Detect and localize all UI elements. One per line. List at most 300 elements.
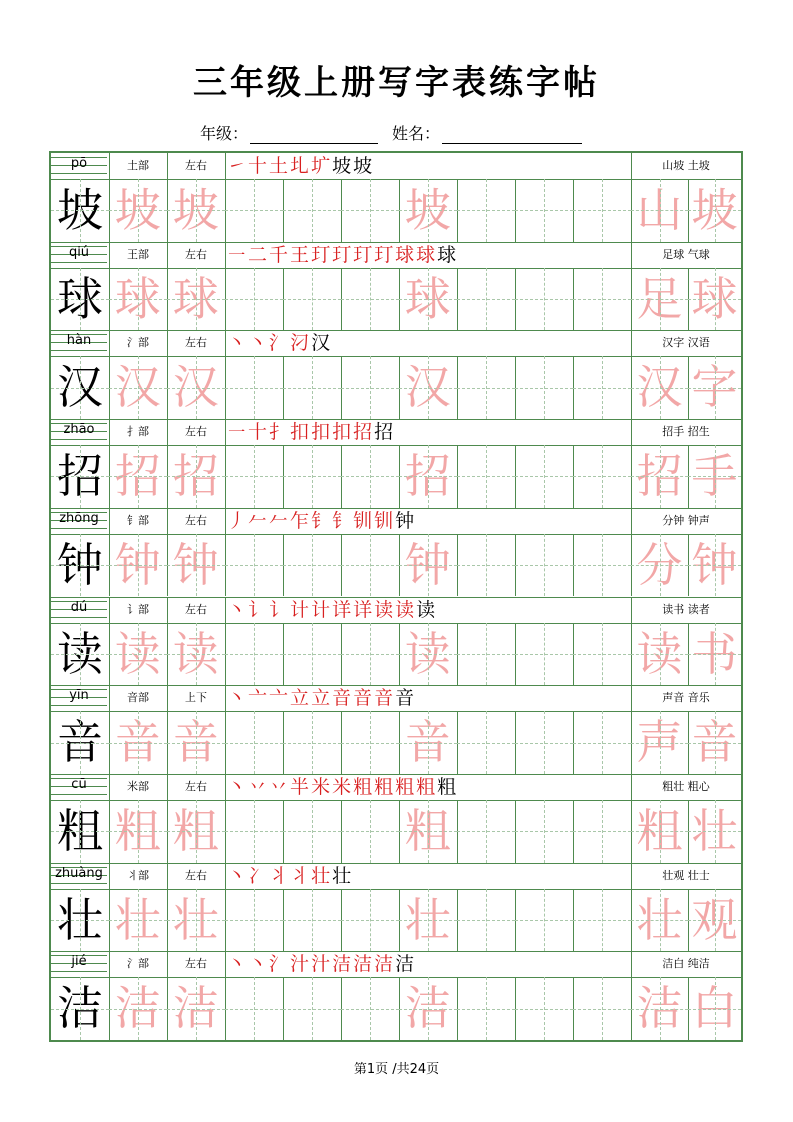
cell-border: [167, 242, 168, 331]
trace-character: 球: [114, 271, 161, 326]
guide-dash: [196, 356, 197, 419]
pinyin-box: [51, 951, 107, 977]
row-divider: [51, 889, 741, 890]
guide-dash: [370, 534, 371, 597]
cell-border: [109, 597, 110, 686]
stroke-step: 𠂉: [269, 509, 291, 532]
guide-dash: [80, 534, 81, 597]
radical-label: 氵部: [127, 336, 149, 350]
radical-label: 钅部: [127, 513, 149, 527]
guide-dash: [312, 623, 313, 686]
stroke-step: 丶: [227, 864, 249, 887]
cell-border: [167, 774, 168, 863]
name-label: 姓名：: [392, 124, 441, 143]
practice-row: [51, 153, 741, 242]
trace-word-char: 坡: [691, 183, 738, 237]
guide-dash: [715, 445, 716, 508]
stroke-step: 扣: [290, 421, 312, 444]
guide-dash: [370, 268, 371, 331]
guide-dash: [138, 800, 139, 863]
guide-dash: [428, 445, 429, 508]
guide-dash: [370, 711, 371, 774]
structure-label: 左右: [185, 957, 207, 971]
guide-dash: [602, 711, 603, 774]
cell-border: [167, 153, 168, 242]
cell-border: [225, 685, 226, 774]
guide-dash: [486, 800, 487, 863]
guide-dash: [486, 889, 487, 952]
model-character: 钟: [57, 537, 103, 592]
stroke-step: 详: [332, 598, 354, 621]
stroke-step: 亠: [248, 687, 270, 710]
guide-dash: [138, 534, 139, 597]
stroke-step: 冫: [248, 864, 270, 887]
stroke-order: [227, 242, 458, 268]
trace-character: 钟: [404, 537, 451, 592]
guide-dash: [196, 977, 197, 1040]
pinyin-guide-line: [51, 439, 107, 440]
stroke-step: ㇀: [227, 155, 249, 177]
stroke-step: 十: [248, 155, 270, 177]
guide-dash: [370, 356, 371, 419]
guide-dash: [602, 800, 603, 863]
guide-dash: [486, 445, 487, 508]
pinyin-text: zhōng: [59, 510, 99, 526]
trace-character: 洁: [172, 981, 219, 1036]
stroke-step: 招: [353, 421, 375, 444]
radical-label: 丬部: [127, 868, 149, 882]
stroke-step: 丷: [248, 775, 270, 798]
cell-border: [225, 242, 226, 331]
pinyin-box: [51, 330, 107, 356]
stroke-step: 音: [395, 687, 417, 710]
trace-character: 壮: [172, 892, 219, 947]
guide-dash: [312, 356, 313, 419]
guide-dash: [486, 356, 487, 419]
guide-dash: [312, 800, 313, 863]
model-character: 坡: [57, 183, 103, 237]
trace-character: 坡: [114, 183, 161, 237]
practice-row: [51, 951, 741, 1040]
guide-dash: [428, 977, 429, 1040]
stroke-step: 丿: [227, 509, 249, 532]
guide-dash: [80, 179, 81, 242]
name-field[interactable]: [442, 127, 582, 144]
guide-dash: [660, 623, 661, 686]
practice-row: [51, 508, 741, 597]
guide-dash: [80, 445, 81, 508]
guide-dash: [196, 534, 197, 597]
guide-dash: [254, 356, 255, 419]
stroke-step: 乍: [290, 509, 312, 532]
radical-label: 米部: [127, 779, 149, 793]
guide-dash: [660, 800, 661, 863]
trace-character: 汉: [172, 360, 219, 415]
guide-dash: [715, 534, 716, 597]
row-divider: [51, 268, 741, 269]
row-divider: [51, 179, 741, 180]
guide-dash: [486, 977, 487, 1040]
guide-dash: [544, 800, 545, 863]
model-character: 粗: [57, 803, 103, 858]
model-character: 球: [57, 271, 103, 326]
cell-border: [631, 774, 632, 863]
stroke-step: 丬: [269, 864, 291, 887]
stroke-step: 王: [290, 243, 312, 266]
guide-dash: [254, 534, 255, 597]
cell-border: [225, 419, 226, 508]
guide-dash: [602, 623, 603, 686]
radical-label: 王部: [127, 247, 149, 261]
pinyin-text: cū: [71, 776, 87, 792]
practice-grid: [49, 151, 743, 1042]
trace-character: 汉: [404, 360, 451, 415]
stroke-step: 千: [269, 243, 291, 266]
guide-dash: [138, 445, 139, 508]
guide-dash: [138, 977, 139, 1040]
guide-dash: [715, 977, 716, 1040]
guide-dash: [80, 623, 81, 686]
guide-dash: [80, 268, 81, 331]
pinyin-box: [51, 685, 107, 711]
trace-character: 读: [114, 626, 161, 681]
stroke-step: 十: [248, 421, 270, 444]
structure-label: 左右: [185, 336, 207, 350]
row-border: [51, 951, 741, 952]
trace-word-char: 钟: [691, 537, 738, 592]
guide-dash: [370, 889, 371, 952]
page-title: 三年级上册写字表练字帖: [193, 63, 600, 103]
model-character: 招: [57, 449, 103, 504]
guide-dash: [80, 889, 81, 952]
guide-dash: [196, 623, 197, 686]
pinyin-box: [51, 242, 107, 268]
pinyin-guide-line: [51, 705, 107, 706]
cell-border: [631, 330, 632, 419]
row-border: [51, 863, 741, 864]
guide-dash: [312, 711, 313, 774]
guide-dash: [254, 711, 255, 774]
trace-character: 球: [172, 271, 219, 326]
stroke-order: [227, 330, 332, 356]
guide-dash: [660, 711, 661, 774]
cell-border: [631, 597, 632, 686]
trace-character: 粗: [114, 803, 161, 858]
pinyin-guide-line: [51, 617, 107, 618]
stroke-step: 壮: [311, 864, 333, 887]
guide-dash: [660, 356, 661, 419]
guide-dash: [312, 445, 313, 508]
stroke-step: 氵: [269, 953, 291, 976]
stroke-step: 粗: [437, 775, 459, 798]
stroke-step: 音: [374, 687, 396, 710]
pinyin-text: yīn: [69, 688, 89, 704]
stroke-order: [227, 508, 416, 534]
guide-dash: [370, 800, 371, 863]
row-divider: [51, 977, 741, 978]
trace-word-char: 白: [691, 981, 738, 1036]
stroke-step: 丶: [227, 953, 249, 976]
stroke-step: 详: [353, 598, 375, 621]
stroke-step: 洁: [332, 953, 354, 976]
trace-word-char: 声: [636, 715, 683, 770]
pinyin-box: [51, 153, 107, 179]
stroke-step: 洁: [353, 953, 375, 976]
row-border: [51, 330, 741, 331]
cell-border: [225, 951, 226, 1040]
guide-dash: [602, 534, 603, 597]
guide-dash: [602, 356, 603, 419]
guide-dash: [544, 445, 545, 508]
row-divider: [51, 623, 741, 624]
cell-border: [167, 508, 168, 597]
guide-dash: [715, 623, 716, 686]
trace-word-char: 字: [691, 360, 738, 415]
cell-border: [631, 685, 632, 774]
stroke-step: 亠: [269, 687, 291, 710]
guide-dash: [602, 445, 603, 508]
cell-border: [109, 508, 110, 597]
trace-character: 音: [404, 715, 451, 770]
example-words: 汉字 汉语: [662, 336, 710, 350]
guide-dash: [715, 800, 716, 863]
guide-dash: [602, 179, 603, 242]
cell-border: [631, 951, 632, 1040]
row-border: [51, 685, 741, 686]
practice-row: [51, 774, 741, 863]
stroke-step: 扌: [269, 421, 291, 444]
example-words: 洁白 纯洁: [662, 957, 710, 971]
guide-dash: [544, 268, 545, 331]
guide-dash: [428, 268, 429, 331]
stroke-step: 音: [353, 687, 375, 710]
guide-dash: [486, 623, 487, 686]
trace-word-char: 书: [691, 626, 738, 681]
stroke-step: 氵: [269, 332, 291, 355]
cell-border: [631, 242, 632, 331]
radical-label: 扌部: [127, 425, 149, 439]
guide-dash: [196, 800, 197, 863]
row-border: [51, 508, 741, 509]
stroke-order: [227, 153, 374, 179]
guide-dash: [544, 623, 545, 686]
stroke-step: 米: [311, 775, 333, 798]
pinyin-box: [51, 597, 107, 623]
guide-dash: [486, 534, 487, 597]
stroke-order: [227, 419, 395, 445]
cell-border: [225, 863, 226, 952]
trace-character: 音: [114, 715, 161, 770]
pinyin-guide-line: [51, 883, 107, 884]
stroke-step: 读: [374, 598, 396, 621]
stroke-step: 计: [290, 598, 312, 621]
cell-border: [167, 951, 168, 1040]
structure-label: 左右: [185, 247, 207, 261]
stroke-step: 壮: [332, 864, 354, 887]
stroke-step: 汉: [311, 332, 333, 355]
trace-character: 壮: [404, 892, 451, 947]
grade-field[interactable]: [250, 127, 378, 144]
guide-dash: [254, 889, 255, 952]
guide-dash: [544, 711, 545, 774]
guide-dash: [80, 711, 81, 774]
row-border: [51, 419, 741, 420]
guide-dash: [370, 179, 371, 242]
cell-border: [225, 597, 226, 686]
page-footer: 第1页 /共24页: [353, 1062, 440, 1077]
cell-border: [225, 508, 226, 597]
trace-word-char: 观: [691, 892, 738, 947]
guide-dash: [428, 889, 429, 952]
guide-dash: [254, 977, 255, 1040]
trace-character: 坡: [404, 183, 451, 237]
guide-dash: [254, 179, 255, 242]
guide-dash: [486, 179, 487, 242]
guide-dash: [196, 179, 197, 242]
guide-dash: [428, 356, 429, 419]
guide-dash: [196, 268, 197, 331]
stroke-step: ㇐: [227, 243, 249, 266]
trace-character: 招: [404, 449, 451, 504]
guide-dash: [138, 179, 139, 242]
stroke-step: 丷: [269, 775, 291, 798]
stroke-step: 坡坡: [332, 155, 375, 177]
stroke-step: 读: [395, 598, 417, 621]
practice-row: [51, 863, 741, 952]
pinyin-box: [51, 508, 107, 534]
cell-border: [167, 685, 168, 774]
example-words: 分钟 钟声: [662, 513, 710, 527]
guide-dash: [138, 623, 139, 686]
guide-dash: [602, 977, 603, 1040]
stroke-step: 计: [311, 598, 333, 621]
practice-row: [51, 330, 741, 419]
guide-dash: [428, 534, 429, 597]
example-words: 足球 气球: [662, 247, 710, 261]
cell-border: [109, 685, 110, 774]
trace-character: 读: [172, 626, 219, 681]
guide-dash: [80, 977, 81, 1040]
guide-dash: [428, 179, 429, 242]
pinyin-guide-line: [51, 794, 107, 795]
row-border: [51, 597, 741, 598]
trace-word-char: 洁: [636, 981, 683, 1036]
example-words: 壮观 壮士: [662, 868, 710, 882]
guide-dash: [660, 268, 661, 331]
stroke-step: 钅: [311, 509, 333, 532]
stroke-step: 立: [311, 687, 333, 710]
cell-border: [631, 508, 632, 597]
trace-character: 洁: [114, 981, 161, 1036]
guide-dash: [254, 623, 255, 686]
trace-character: 壮: [114, 892, 161, 947]
trace-character: 粗: [172, 803, 219, 858]
stroke-step: 米: [332, 775, 354, 798]
stroke-step: 粗: [395, 775, 417, 798]
pinyin-guide-line: [51, 528, 107, 529]
guide-dash: [138, 889, 139, 952]
structure-label: 左右: [185, 868, 207, 882]
pinyin-guide-line: [51, 173, 107, 174]
stroke-step: 粗: [374, 775, 396, 798]
trace-character: 钟: [172, 537, 219, 592]
pinyin-text: pō: [70, 156, 88, 171]
stroke-step: 汁: [290, 953, 312, 976]
structure-label: 左右: [185, 425, 207, 439]
stroke-step: 玎: [374, 243, 396, 266]
stroke-step: 洁: [395, 953, 417, 976]
pinyin-box: [51, 774, 107, 800]
trace-word-char: 山: [636, 183, 683, 237]
guide-dash: [312, 977, 313, 1040]
guide-dash: [544, 534, 545, 597]
structure-label: 左右: [185, 602, 207, 616]
pinyin-text: hàn: [66, 333, 92, 349]
guide-dash: [80, 356, 81, 419]
guide-dash: [602, 268, 603, 331]
guide-dash: [544, 889, 545, 952]
radical-label: 氵部: [127, 957, 149, 971]
stroke-step: 讠: [269, 598, 291, 621]
trace-character: 粗: [404, 803, 451, 858]
structure-label: 左右: [185, 779, 207, 793]
stroke-order: [227, 951, 416, 977]
stroke-step: 丶: [248, 953, 270, 976]
stroke-step: 立: [290, 687, 312, 710]
row-divider: [51, 711, 741, 712]
stroke-step: 丶: [227, 775, 249, 798]
pinyin-guide-line: [51, 262, 107, 263]
stroke-step: ㇐: [227, 421, 249, 444]
pinyin-text: zhuàng: [55, 865, 103, 881]
stroke-step: 玎: [332, 243, 354, 266]
guide-dash: [312, 268, 313, 331]
cell-border: [167, 597, 168, 686]
stroke-step: 扣: [332, 421, 354, 444]
trace-word-char: 足: [636, 271, 683, 326]
model-character: 汉: [57, 360, 103, 415]
cell-border: [167, 330, 168, 419]
cell-border: [631, 153, 632, 242]
guide-dash: [370, 977, 371, 1040]
model-character: 壮: [57, 892, 103, 947]
trace-character: 读: [404, 626, 451, 681]
cell-border: [167, 863, 168, 952]
trace-character: 钟: [114, 537, 161, 592]
stroke-step: 二: [248, 243, 270, 266]
guide-dash: [254, 268, 255, 331]
cell-border: [631, 419, 632, 508]
radical-label: 音部: [127, 691, 149, 705]
guide-dash: [486, 711, 487, 774]
practice-row: [51, 419, 741, 508]
trace-character: 汉: [114, 360, 161, 415]
trace-character: 洁: [404, 981, 451, 1036]
stroke-order: [227, 685, 416, 711]
trace-character: 坡: [172, 183, 219, 237]
row-divider: [51, 356, 741, 357]
cell-border: [109, 951, 110, 1040]
guide-dash: [660, 977, 661, 1040]
guide-dash: [715, 711, 716, 774]
stroke-order: [227, 774, 458, 800]
cell-border: [631, 863, 632, 952]
cell-border: [109, 863, 110, 952]
stroke-step: 丶: [227, 687, 249, 710]
trace-character: 音: [172, 715, 219, 770]
model-character: 洁: [57, 981, 103, 1036]
guide-dash: [138, 268, 139, 331]
